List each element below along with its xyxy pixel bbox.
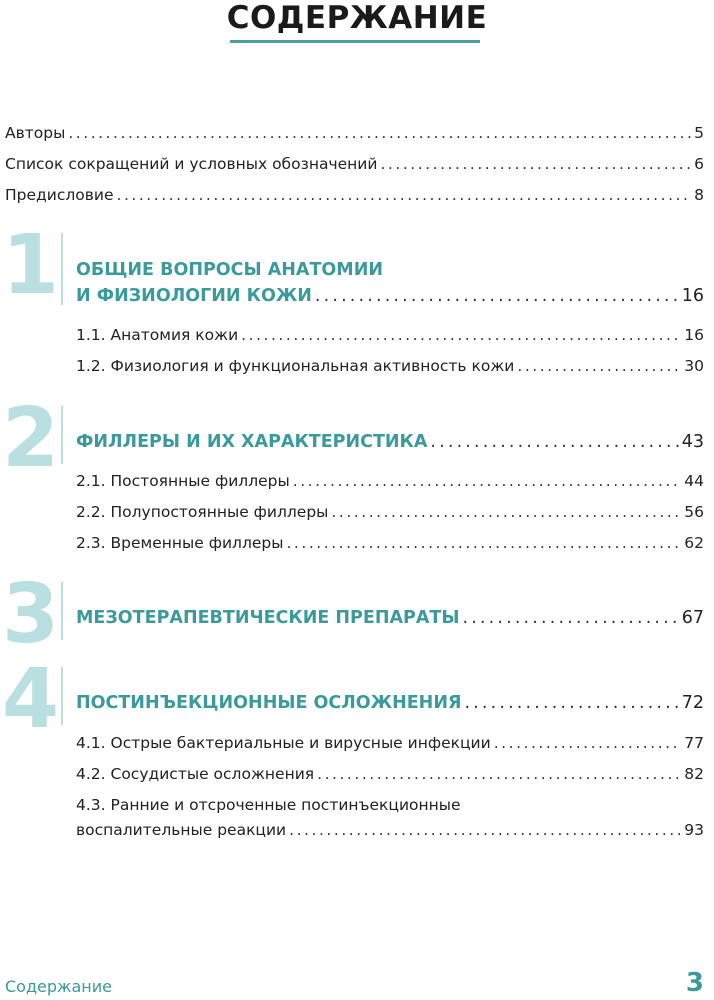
leader-dots [462, 608, 678, 628]
chapter-divider [61, 233, 63, 305]
toc-section[interactable] [76, 503, 704, 521]
toc-page-number: 62 [684, 534, 704, 552]
chapter-divider [61, 667, 63, 725]
toc-page-number: 5 [694, 124, 704, 142]
leader-dots [494, 734, 682, 752]
toc-page-number: 67 [681, 608, 704, 628]
leader-dots [315, 286, 679, 306]
leader-dots [68, 124, 691, 142]
footer-page-number: 3 [685, 968, 704, 998]
leader-dots [289, 821, 681, 839]
leader-dots [380, 155, 691, 173]
toc-section[interactable] [76, 472, 704, 490]
chapter-title-line2: И ФИЗИОЛОГИИ КОЖИ [76, 286, 312, 306]
toc-section[interactable] [76, 821, 704, 839]
chapter-divider [61, 406, 63, 464]
leader-dots [430, 432, 678, 452]
chapter-number: 1 [2, 218, 60, 313]
toc-page-number: 82 [684, 765, 704, 783]
toc-entry-text: 2.2. Полупостоянные филлеры [76, 503, 329, 521]
chapter-divider [61, 582, 63, 640]
chapter-title: МЕЗОТЕРАПЕВТИЧЕСКИЕ ПРЕПАРАТЫ [76, 608, 460, 628]
toc-entry-text: 1.1. Анатомия кожи [76, 326, 239, 344]
toc-entry-text: Предисловие [5, 186, 114, 204]
toc-entry-authors[interactable] [5, 124, 704, 142]
toc-entry-text: 2.1. Постоянные филлеры [76, 472, 290, 490]
toc-entry-preface[interactable] [5, 186, 704, 204]
toc-entry-text: 4.2. Сосудистые осложнения [76, 765, 315, 783]
toc-section[interactable] [76, 765, 704, 783]
toc-chapter-2[interactable] [76, 432, 704, 452]
toc-page-number: 16 [684, 326, 704, 344]
chapter-title: ПОСТИНЪЕКЦИОННЫЕ ОСЛОЖНЕНИЯ [76, 693, 462, 713]
toc-entry-text: Авторы [5, 124, 66, 142]
toc-chapter-3[interactable] [76, 608, 704, 628]
chapter-number: 4 [2, 652, 60, 747]
page-title: СОДЕРЖАНИЕ [226, 0, 488, 36]
chapter-title-line1[interactable]: ОБЩИЕ ВОПРОСЫ АНАТОМИИ [76, 260, 383, 280]
footer-label: Содержание [5, 977, 112, 996]
chapter-number: 3 [2, 567, 60, 662]
toc-section-line1[interactable]: 4.3. Ранние и отсроченные постинъекционные [76, 796, 461, 814]
toc-section[interactable] [76, 734, 704, 752]
toc-page-number: 56 [684, 503, 704, 521]
toc-page-number: 93 [684, 821, 704, 839]
chapter-title: ФИЛЛЕРЫ И ИХ ХАРАКТЕРИСТИКА [76, 432, 428, 452]
leader-dots [517, 357, 681, 375]
toc-entry-text: 4.1. Острые бактериальные и вирусные инфекции [76, 734, 491, 752]
toc-section[interactable] [76, 326, 704, 344]
toc-section[interactable] [76, 534, 704, 552]
leader-dots [464, 693, 678, 713]
leader-dots [116, 186, 691, 204]
toc-entry-text: Список сокращений и условных обозначений [5, 155, 378, 173]
leader-dots [331, 503, 681, 521]
toc-chapter-1[interactable] [76, 286, 704, 306]
toc-entry-text: 1.2. Физиология и функциональная активность кожи [76, 357, 515, 375]
toc-entry-abbreviations[interactable] [5, 155, 704, 173]
leader-dots [317, 765, 681, 783]
toc-section[interactable] [76, 357, 704, 375]
toc-chapter-4[interactable] [76, 693, 704, 713]
toc-entry-text: 2.3. Временные филлеры [76, 534, 284, 552]
toc-page-number: 30 [684, 357, 704, 375]
leader-dots [241, 326, 681, 344]
chapter-number: 2 [2, 391, 60, 486]
toc-page-number: 43 [681, 432, 704, 452]
title-underline [230, 40, 480, 43]
leader-dots [293, 472, 682, 490]
toc-page-number: 44 [684, 472, 704, 490]
toc-page-number: 77 [684, 734, 704, 752]
toc-page-number: 16 [681, 286, 704, 306]
toc-page-number: 72 [681, 693, 704, 713]
toc-page-number: 6 [694, 155, 704, 173]
toc-page-number: 8 [694, 186, 704, 204]
toc-entry-text: воспалительные реакции [76, 821, 287, 839]
leader-dots [286, 534, 681, 552]
